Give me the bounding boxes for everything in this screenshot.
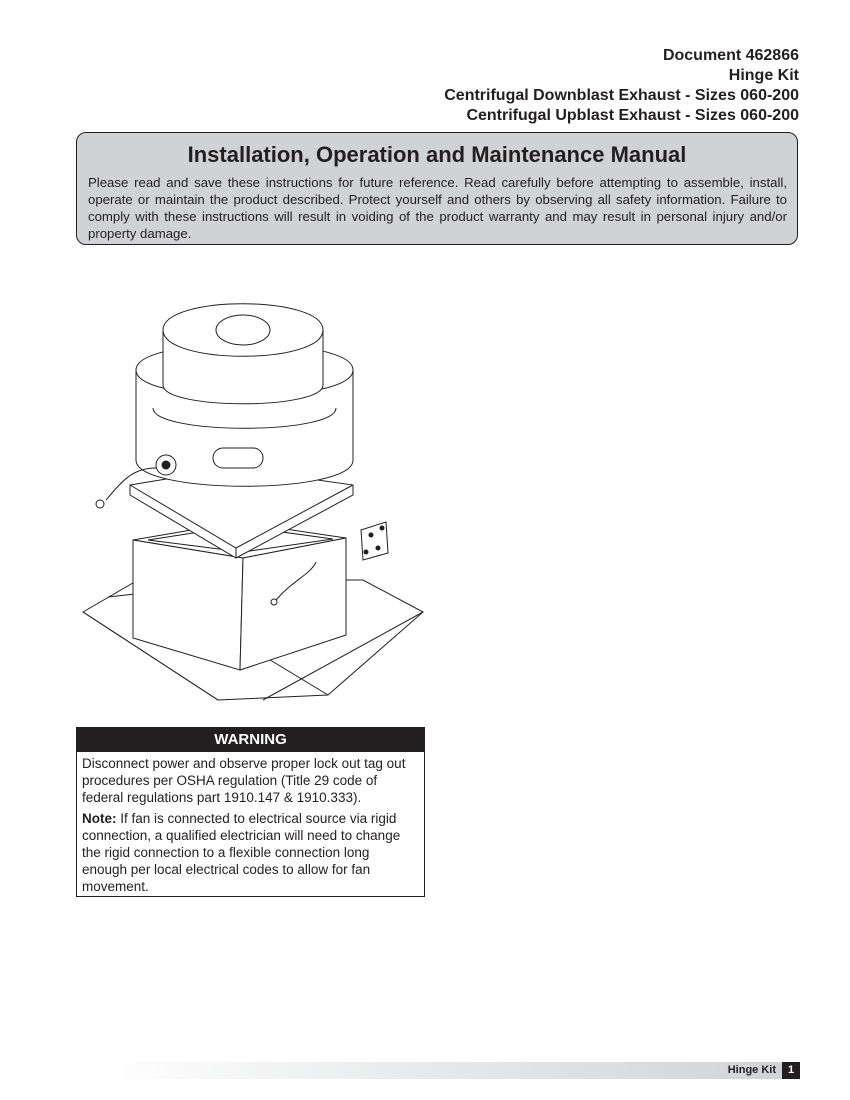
- warning-text: Disconnect power and observe proper lock out tag out procedures per OSHA regulation (Title 29 code of federal regulations part 1910.147 & 1910.333).: [82, 756, 406, 805]
- manual-intro-text: Please read and save these instructions for future reference. Read carefully before attempting to assemble, install, operate or maintain the product described. Protect yourself and others by observing all safety information. Failure to comply with these instructions will result in voiding of the product warranty and may result in personal injury and/or property damage.: [88, 175, 787, 241]
- page-number: 1: [782, 1062, 800, 1079]
- warning-body: [77, 752, 424, 895]
- document-header: [444, 46, 799, 126]
- note-label: Note:: [82, 811, 117, 826]
- manual-title: Installation, Operation and Maintenance Manual: [187, 142, 687, 167]
- product-line-upblast: Centrifugal Upblast Exhaust - Sizes 060-200: [466, 107, 799, 124]
- manual-title-box: [76, 132, 798, 245]
- fan-hinge-illustration: [78, 290, 428, 710]
- document-number: Document 462866: [662, 47, 799, 64]
- note-text: If fan is connected to electrical source via rigid connection, a qualified electrician will need to change the rigid connection to a flexible connection long enough per local electrical codes to allow for fan movement.: [82, 811, 401, 894]
- product-line-downblast: Centrifugal Downblast Exhaust - Sizes 060-200: [444, 87, 799, 104]
- kit-name: Hinge Kit: [728, 67, 799, 84]
- warning-heading: WARNING: [77, 728, 424, 752]
- warning-box: [76, 727, 425, 897]
- page-footer: [100, 1062, 800, 1079]
- footer-label: Hinge Kit: [727, 1064, 776, 1076]
- warning-note: [82, 810, 418, 895]
